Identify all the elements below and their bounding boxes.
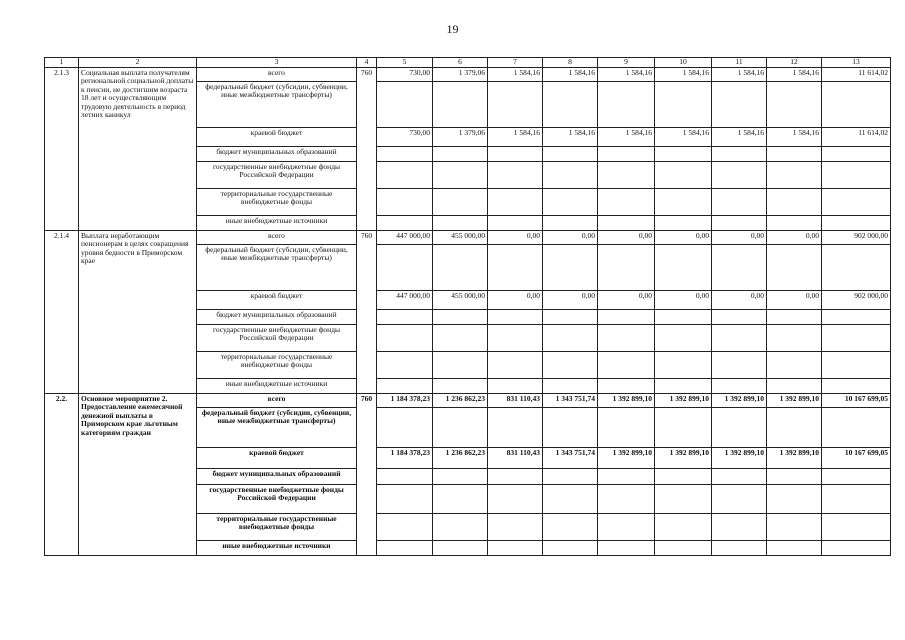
page-number: 19 bbox=[446, 22, 459, 36]
funding-source-label: краевой бюджет bbox=[197, 128, 357, 147]
value-cell-col-8 bbox=[543, 82, 598, 128]
funding-source-label: государственные внебюджетные фонды Российской Федерации bbox=[197, 325, 357, 352]
header-col-5: 5 bbox=[377, 58, 433, 68]
table-body bbox=[45, 58, 891, 556]
value-cell-col-6: 455 000,00 bbox=[433, 291, 488, 310]
value-cell-col-9 bbox=[598, 514, 655, 541]
value-cell-col-13 bbox=[822, 408, 891, 448]
value-cell-col-13: 10 167 699,05 bbox=[822, 448, 891, 469]
value-cell-col-12: 1 392 899,10 bbox=[767, 448, 822, 469]
value-cell-col-6 bbox=[433, 310, 488, 325]
header-col-9: 9 bbox=[598, 58, 655, 68]
value-cell-col-10 bbox=[655, 82, 712, 128]
funding-source-label: территориальные государственные внебюджетные фонды bbox=[197, 352, 357, 379]
value-cell-col-5: 447 000,00 bbox=[377, 291, 433, 310]
header-col-2: 2 bbox=[79, 58, 197, 68]
value-cell-col-9 bbox=[598, 408, 655, 448]
value-cell-col-12: 1 584,16 bbox=[767, 128, 822, 147]
value-cell-col-8 bbox=[543, 485, 598, 514]
value-cell-col-10 bbox=[655, 514, 712, 541]
value-cell-col-11: 1 584,16 bbox=[712, 68, 767, 82]
value-cell-col-7 bbox=[488, 189, 543, 216]
value-cell-col-8 bbox=[543, 162, 598, 189]
funding-source-label: территориальные государственные внебюджетные фонды bbox=[197, 514, 357, 541]
section-number: 2.2. bbox=[45, 394, 79, 556]
value-cell-col-13 bbox=[822, 82, 891, 128]
value-cell-col-9: 0,00 bbox=[598, 231, 655, 245]
value-cell-col-8 bbox=[543, 408, 598, 448]
value-cell-col-13: 902 000,00 bbox=[822, 291, 891, 310]
value-cell-col-12 bbox=[767, 469, 822, 485]
value-cell-col-6: 1 236 862,23 bbox=[433, 448, 488, 469]
value-cell-col-5 bbox=[377, 379, 433, 394]
value-cell-col-5 bbox=[377, 541, 433, 556]
value-cell-col-9 bbox=[598, 216, 655, 231]
value-cell-col-12 bbox=[767, 162, 822, 189]
value-cell-col-7 bbox=[488, 245, 543, 291]
value-cell-col-12: 1 584,16 bbox=[767, 68, 822, 82]
value-cell-col-11 bbox=[712, 82, 767, 128]
value-cell-col-7 bbox=[488, 162, 543, 189]
value-cell-col-13 bbox=[822, 147, 891, 162]
value-cell-col-13: 902 000,00 bbox=[822, 231, 891, 245]
header-col-1: 1 bbox=[45, 58, 79, 68]
budget-code: 760 bbox=[357, 68, 377, 231]
value-cell-col-7 bbox=[488, 485, 543, 514]
value-cell-col-5 bbox=[377, 408, 433, 448]
value-cell-col-8 bbox=[543, 310, 598, 325]
value-cell-col-13 bbox=[822, 352, 891, 379]
table-row bbox=[45, 231, 891, 245]
value-cell-col-13 bbox=[822, 469, 891, 485]
funding-source-label: иные внебюджетные источники bbox=[197, 379, 357, 394]
budget-table bbox=[44, 57, 891, 556]
value-cell-col-6: 455 000,00 bbox=[433, 231, 488, 245]
section-number: 2.1.3 bbox=[45, 68, 79, 231]
value-cell-col-8: 1 343 751,74 bbox=[543, 394, 598, 408]
value-cell-col-6 bbox=[433, 541, 488, 556]
value-cell-col-12: 0,00 bbox=[767, 231, 822, 245]
value-cell-col-9 bbox=[598, 162, 655, 189]
value-cell-col-6 bbox=[433, 82, 488, 128]
value-cell-col-8 bbox=[543, 245, 598, 291]
funding-source-label: краевой бюджет bbox=[197, 448, 357, 469]
value-cell-col-7 bbox=[488, 216, 543, 231]
value-cell-col-6 bbox=[433, 245, 488, 291]
value-cell-col-8: 0,00 bbox=[543, 291, 598, 310]
value-cell-col-12 bbox=[767, 82, 822, 128]
table-row bbox=[45, 394, 891, 408]
value-cell-col-10 bbox=[655, 469, 712, 485]
value-cell-col-6 bbox=[433, 514, 488, 541]
value-cell-col-6 bbox=[433, 485, 488, 514]
value-cell-col-12 bbox=[767, 245, 822, 291]
value-cell-col-8 bbox=[543, 189, 598, 216]
value-cell-col-6 bbox=[433, 352, 488, 379]
funding-source-label: федеральный бюджет (субсидии, субвенции, иные межбюджетные трансферты) bbox=[197, 245, 357, 291]
value-cell-col-10 bbox=[655, 352, 712, 379]
value-cell-col-11: 0,00 bbox=[712, 291, 767, 310]
value-cell-col-5: 1 184 378,23 bbox=[377, 394, 433, 408]
value-cell-col-11: 1 392 899,10 bbox=[712, 448, 767, 469]
value-cell-col-10: 1 392 899,10 bbox=[655, 394, 712, 408]
value-cell-col-9: 1 392 899,10 bbox=[598, 448, 655, 469]
value-cell-col-6: 1 379,06 bbox=[433, 128, 488, 147]
value-cell-col-5 bbox=[377, 216, 433, 231]
value-cell-col-10 bbox=[655, 379, 712, 394]
funding-source-label: краевой бюджет bbox=[197, 291, 357, 310]
header-col-11: 11 bbox=[712, 58, 767, 68]
header-col-12: 12 bbox=[767, 58, 822, 68]
value-cell-col-9 bbox=[598, 352, 655, 379]
value-cell-col-13 bbox=[822, 310, 891, 325]
value-cell-col-10: 1 584,16 bbox=[655, 68, 712, 82]
value-cell-col-9 bbox=[598, 379, 655, 394]
value-cell-col-8 bbox=[543, 352, 598, 379]
value-cell-col-10: 0,00 bbox=[655, 291, 712, 310]
value-cell-col-12 bbox=[767, 485, 822, 514]
value-cell-col-13 bbox=[822, 245, 891, 291]
value-cell-col-8: 1 584,16 bbox=[543, 68, 598, 82]
value-cell-col-8: 0,00 bbox=[543, 231, 598, 245]
value-cell-col-9 bbox=[598, 485, 655, 514]
value-cell-col-5 bbox=[377, 352, 433, 379]
value-cell-col-5: 447 000,00 bbox=[377, 231, 433, 245]
value-cell-col-10: 0,00 bbox=[655, 231, 712, 245]
value-cell-col-7: 831 110,43 bbox=[488, 448, 543, 469]
value-cell-col-5 bbox=[377, 469, 433, 485]
value-cell-col-7: 0,00 bbox=[488, 291, 543, 310]
value-cell-col-7: 0,00 bbox=[488, 231, 543, 245]
value-cell-col-6 bbox=[433, 469, 488, 485]
value-cell-col-6 bbox=[433, 162, 488, 189]
funding-source-label: государственные внебюджетные фонды Российской Федерации bbox=[197, 162, 357, 189]
value-cell-col-8 bbox=[543, 325, 598, 352]
value-cell-col-10 bbox=[655, 147, 712, 162]
value-cell-col-8 bbox=[543, 147, 598, 162]
value-cell-col-7 bbox=[488, 325, 543, 352]
value-cell-col-13 bbox=[822, 325, 891, 352]
section-title: Основное мероприятие 2. Предоставление ежемесячной денежной выплаты в Приморском крае льготным категориям граждан bbox=[79, 394, 197, 556]
value-cell-col-6 bbox=[433, 189, 488, 216]
header-col-3: 3 bbox=[197, 58, 357, 68]
value-cell-col-6 bbox=[433, 216, 488, 231]
funding-source-label: иные внебюджетные источники bbox=[197, 216, 357, 231]
funding-source-label: всего bbox=[197, 231, 357, 245]
value-cell-col-11 bbox=[712, 325, 767, 352]
value-cell-col-13 bbox=[822, 541, 891, 556]
section-title: Социальная выплата получателям региональной социальной доплаты к пенсии, не достигшим возраста 18 лет и осуществляющим трудовую деятельность в период летних каникул bbox=[79, 68, 197, 231]
value-cell-col-10 bbox=[655, 325, 712, 352]
value-cell-col-13: 11 614,02 bbox=[822, 128, 891, 147]
value-cell-col-11 bbox=[712, 485, 767, 514]
value-cell-col-11 bbox=[712, 541, 767, 556]
value-cell-col-5 bbox=[377, 514, 433, 541]
value-cell-col-7 bbox=[488, 310, 543, 325]
value-cell-col-7: 1 584,16 bbox=[488, 128, 543, 147]
value-cell-col-9 bbox=[598, 541, 655, 556]
value-cell-col-9 bbox=[598, 245, 655, 291]
header-col-10: 10 bbox=[655, 58, 712, 68]
value-cell-col-5: 730,00 bbox=[377, 68, 433, 82]
value-cell-col-11 bbox=[712, 514, 767, 541]
value-cell-col-11 bbox=[712, 310, 767, 325]
value-cell-col-12 bbox=[767, 541, 822, 556]
value-cell-col-6: 1 379,06 bbox=[433, 68, 488, 82]
budget-code: 760 bbox=[357, 231, 377, 394]
value-cell-col-12 bbox=[767, 189, 822, 216]
value-cell-col-13 bbox=[822, 162, 891, 189]
value-cell-col-7 bbox=[488, 352, 543, 379]
header-col-13: 13 bbox=[822, 58, 891, 68]
value-cell-col-11 bbox=[712, 162, 767, 189]
value-cell-col-6 bbox=[433, 147, 488, 162]
value-cell-col-7 bbox=[488, 514, 543, 541]
value-cell-col-7 bbox=[488, 379, 543, 394]
value-cell-col-11: 1 584,16 bbox=[712, 128, 767, 147]
funding-source-label: федеральный бюджет (субсидии, субвенции, иные межбюджетные трансферты) bbox=[197, 408, 357, 448]
value-cell-col-5 bbox=[377, 485, 433, 514]
header-col-6: 6 bbox=[433, 58, 488, 68]
value-cell-col-7: 1 584,16 bbox=[488, 68, 543, 82]
value-cell-col-7 bbox=[488, 469, 543, 485]
value-cell-col-11 bbox=[712, 189, 767, 216]
value-cell-col-12 bbox=[767, 408, 822, 448]
value-cell-col-10 bbox=[655, 162, 712, 189]
value-cell-col-13: 10 167 699,05 bbox=[822, 394, 891, 408]
value-cell-col-10 bbox=[655, 408, 712, 448]
value-cell-col-11: 1 392 899,10 bbox=[712, 394, 767, 408]
value-cell-col-6 bbox=[433, 379, 488, 394]
value-cell-col-5: 730,00 bbox=[377, 128, 433, 147]
value-cell-col-9 bbox=[598, 310, 655, 325]
value-cell-col-12 bbox=[767, 325, 822, 352]
value-cell-col-5 bbox=[377, 147, 433, 162]
value-cell-col-13 bbox=[822, 485, 891, 514]
value-cell-col-10 bbox=[655, 310, 712, 325]
value-cell-col-10 bbox=[655, 541, 712, 556]
value-cell-col-8 bbox=[543, 514, 598, 541]
value-cell-col-5 bbox=[377, 189, 433, 216]
header-col-8: 8 bbox=[543, 58, 598, 68]
value-cell-col-8 bbox=[543, 216, 598, 231]
value-cell-col-12 bbox=[767, 147, 822, 162]
budget-code: 760 bbox=[357, 394, 377, 556]
value-cell-col-11 bbox=[712, 216, 767, 231]
value-cell-col-8: 1 584,16 bbox=[543, 128, 598, 147]
value-cell-col-9 bbox=[598, 147, 655, 162]
funding-source-label: территориальные государственные внебюджетные фонды bbox=[197, 189, 357, 216]
value-cell-col-9 bbox=[598, 469, 655, 485]
value-cell-col-7 bbox=[488, 82, 543, 128]
value-cell-col-8: 1 343 751,74 bbox=[543, 448, 598, 469]
value-cell-col-12 bbox=[767, 216, 822, 231]
funding-source-label: бюджет муниципальных образований bbox=[197, 147, 357, 162]
value-cell-col-7 bbox=[488, 541, 543, 556]
section-number: 2.1.4 bbox=[45, 231, 79, 394]
value-cell-col-10 bbox=[655, 485, 712, 514]
value-cell-col-8 bbox=[543, 379, 598, 394]
funding-source-label: всего bbox=[197, 68, 357, 82]
value-cell-col-5 bbox=[377, 82, 433, 128]
value-cell-col-8 bbox=[543, 541, 598, 556]
header-col-4: 4 bbox=[357, 58, 377, 68]
value-cell-col-11: 0,00 bbox=[712, 231, 767, 245]
value-cell-col-12 bbox=[767, 514, 822, 541]
funding-source-label: федеральный бюджет (субсидии, субвенции, иные межбюджетные трансферты) bbox=[197, 82, 357, 128]
section-title: Выплата неработающим пенсионерам в целях сокращения уровня бедности в Приморском крае bbox=[79, 231, 197, 394]
funding-source-label: иные внебюджетные источники bbox=[197, 541, 357, 556]
value-cell-col-9: 1 392 899,10 bbox=[598, 394, 655, 408]
header-row bbox=[45, 58, 891, 68]
value-cell-col-5 bbox=[377, 310, 433, 325]
value-cell-col-13: 11 614,02 bbox=[822, 68, 891, 82]
funding-source-label: всего bbox=[197, 394, 357, 408]
value-cell-col-7 bbox=[488, 408, 543, 448]
value-cell-col-10 bbox=[655, 189, 712, 216]
value-cell-col-9 bbox=[598, 189, 655, 216]
value-cell-col-11 bbox=[712, 352, 767, 379]
value-cell-col-10 bbox=[655, 216, 712, 231]
value-cell-col-5 bbox=[377, 245, 433, 291]
value-cell-col-5 bbox=[377, 162, 433, 189]
value-cell-col-6: 1 236 862,23 bbox=[433, 394, 488, 408]
value-cell-col-11 bbox=[712, 469, 767, 485]
value-cell-col-10: 1 584,16 bbox=[655, 128, 712, 147]
value-cell-col-12 bbox=[767, 310, 822, 325]
value-cell-col-11 bbox=[712, 245, 767, 291]
value-cell-col-13 bbox=[822, 216, 891, 231]
value-cell-col-12 bbox=[767, 379, 822, 394]
value-cell-col-10: 1 392 899,10 bbox=[655, 448, 712, 469]
value-cell-col-13 bbox=[822, 514, 891, 541]
value-cell-col-13 bbox=[822, 379, 891, 394]
value-cell-col-9: 0,00 bbox=[598, 291, 655, 310]
value-cell-col-6 bbox=[433, 325, 488, 352]
value-cell-col-9: 1 584,16 bbox=[598, 68, 655, 82]
value-cell-col-7: 831 110,43 bbox=[488, 394, 543, 408]
value-cell-col-10 bbox=[655, 245, 712, 291]
value-cell-col-12 bbox=[767, 352, 822, 379]
value-cell-col-5 bbox=[377, 325, 433, 352]
funding-source-label: бюджет муниципальных образований bbox=[197, 310, 357, 325]
table-row bbox=[45, 68, 891, 82]
value-cell-col-9: 1 584,16 bbox=[598, 128, 655, 147]
value-cell-col-9 bbox=[598, 82, 655, 128]
value-cell-col-13 bbox=[822, 189, 891, 216]
value-cell-col-11 bbox=[712, 147, 767, 162]
value-cell-col-12: 1 392 899,10 bbox=[767, 394, 822, 408]
header-col-7: 7 bbox=[488, 58, 543, 68]
funding-source-label: бюджет муниципальных образований bbox=[197, 469, 357, 485]
value-cell-col-11 bbox=[712, 408, 767, 448]
value-cell-col-12: 0,00 bbox=[767, 291, 822, 310]
funding-source-label: государственные внебюджетные фонды Российской Федерации bbox=[197, 485, 357, 514]
value-cell-col-7 bbox=[488, 147, 543, 162]
value-cell-col-9 bbox=[598, 325, 655, 352]
value-cell-col-5: 1 184 378,23 bbox=[377, 448, 433, 469]
value-cell-col-6 bbox=[433, 408, 488, 448]
value-cell-col-8 bbox=[543, 469, 598, 485]
value-cell-col-11 bbox=[712, 379, 767, 394]
